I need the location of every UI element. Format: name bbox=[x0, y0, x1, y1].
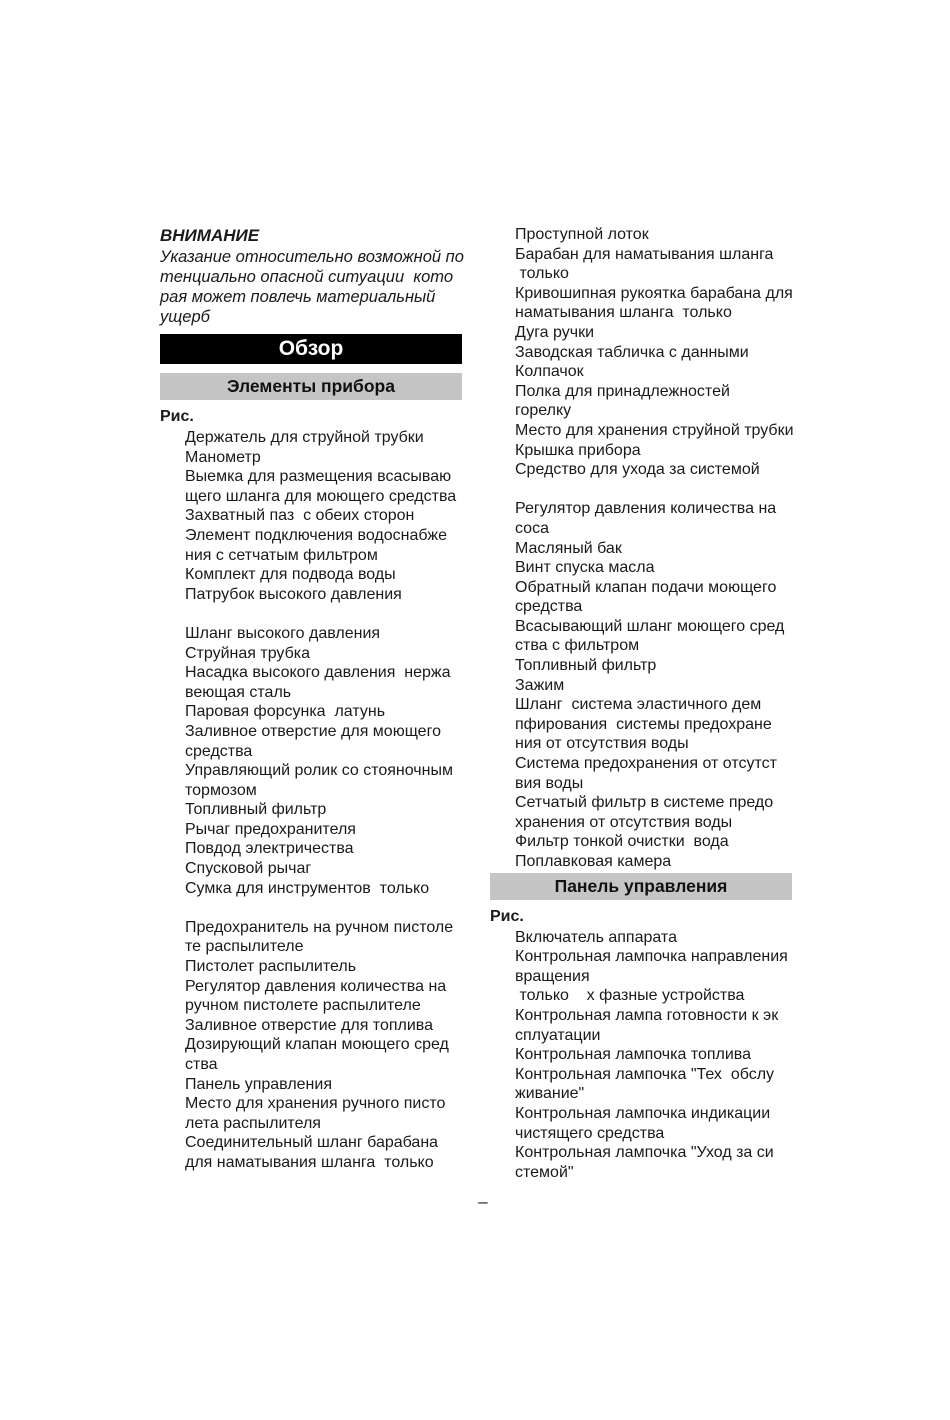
text-line: ства bbox=[185, 1056, 218, 1073]
text-line: Заводская табличка с данными bbox=[515, 343, 749, 361]
text-line: Пистолет распылитель bbox=[185, 958, 357, 976]
text-line bbox=[185, 604, 466, 624]
text-line: Сетчатый фильтр в системе предо bbox=[515, 794, 774, 812]
text-line: ния от отсутствия воды bbox=[515, 735, 689, 753]
text-line: Регулятор давления количества на bbox=[185, 977, 447, 995]
text-line: Сумка для инструментов только bbox=[185, 879, 430, 897]
text-line: ства с фильтром bbox=[515, 637, 640, 655]
text-line: Включатель аппарата bbox=[515, 928, 677, 946]
text-line: тормозом bbox=[185, 781, 257, 799]
text-line: живание" bbox=[515, 1085, 585, 1103]
right-column bbox=[490, 225, 796, 1182]
text-line: Поплавковая камера bbox=[515, 853, 672, 870]
text-line: ущерб bbox=[160, 308, 210, 326]
text-line: лета распылителя bbox=[185, 1114, 321, 1132]
figure-label-control-panel: Рис. bbox=[490, 907, 524, 925]
text-line: Масляный бак bbox=[515, 539, 622, 557]
page-footer-dash: – bbox=[478, 1192, 488, 1211]
text-line: Средство для ухода за системой bbox=[515, 461, 760, 479]
text-line: рая может повлечь материальный bbox=[160, 288, 436, 306]
text-line: пфирования системы предохране bbox=[515, 715, 772, 733]
text-line: стемой" bbox=[515, 1163, 574, 1181]
text-line: ручном пистолете распылителе bbox=[185, 997, 421, 1015]
text-line: Топливный фильтр bbox=[515, 657, 657, 675]
text-line bbox=[185, 898, 466, 918]
text-line: Контрольная лампочка "Тех обслу bbox=[515, 1065, 775, 1083]
subsection-header-control-panel: Панель управления bbox=[490, 873, 792, 900]
text-line: Предохранитель на ручном пистоле bbox=[185, 918, 454, 936]
text-line: Заливное отверстие для топлива bbox=[185, 1016, 433, 1034]
device-elements-list-right bbox=[490, 225, 796, 872]
text-line: Соединительный шланг барабана bbox=[185, 1134, 439, 1152]
text-line: Держатель для струйной трубки bbox=[185, 429, 424, 446]
text-line: тенциально опасной ситуации кото bbox=[160, 268, 454, 286]
text-line: Винт спуска масла bbox=[515, 559, 655, 577]
text-line: Панель управления bbox=[185, 1075, 332, 1093]
text-line: чистящего средства bbox=[515, 1124, 665, 1142]
text-line: Барабан для наматывания шланга bbox=[515, 245, 774, 263]
text-line: Шланг система эластичного дем bbox=[515, 696, 762, 714]
text-line: средства bbox=[515, 598, 583, 616]
text-line: веющая сталь bbox=[185, 683, 292, 701]
text-line: Шланг высокого давления bbox=[185, 624, 381, 642]
text-line bbox=[515, 480, 796, 500]
warning-title: ВНИМАНИЕ bbox=[160, 226, 260, 245]
text-line: вия воды bbox=[515, 774, 584, 792]
subsection-header-device-elements: Элементы прибора bbox=[160, 373, 462, 400]
text-line: Повдод электричества bbox=[185, 840, 354, 858]
text-line: Паровая форсунка латунь bbox=[185, 703, 386, 721]
text-line: Всасывающий шланг моющего сред bbox=[515, 617, 785, 635]
text-line: ния с сетчатым фильтром bbox=[185, 546, 378, 564]
text-line: только х фазные устройства bbox=[515, 987, 745, 1005]
text-line: Указание относительно возможной по bbox=[160, 248, 464, 266]
text-line: Обратный клапан подачи моющего bbox=[515, 578, 777, 596]
text-line: Дуга ручки bbox=[515, 323, 595, 341]
text-line: Выемка для размещения всасываю bbox=[185, 468, 452, 486]
text-line: те распылителе bbox=[185, 938, 304, 956]
text-line: Контрольная лампочка топлива bbox=[515, 1046, 752, 1064]
text-line: Контрольная лампочка направления bbox=[515, 948, 788, 966]
text-line: Контрольная лампочка "Уход за си bbox=[515, 1144, 774, 1162]
text-line: горелку bbox=[515, 402, 572, 420]
text-line: Полка для принадлежностей bbox=[515, 382, 730, 400]
text-line: Проступной лоток bbox=[515, 226, 649, 243]
text-line: сплуатации bbox=[515, 1026, 601, 1044]
text-line: щего шланга для моющего средства bbox=[185, 487, 457, 505]
control-panel-list bbox=[490, 928, 796, 1183]
text-line: Место для хранения ручного писто bbox=[185, 1095, 446, 1113]
left-column bbox=[160, 225, 466, 1173]
text-line: Топливный фильтр bbox=[185, 801, 327, 819]
text-line: Управляющий ролик со стояночным bbox=[185, 762, 453, 780]
text-line: Регулятор давления количества на bbox=[515, 500, 777, 518]
text-line: вращения bbox=[515, 967, 590, 985]
text-line: Контрольная лампа готовности к эк bbox=[515, 1006, 779, 1024]
text-line: только bbox=[515, 265, 569, 283]
text-line: средства bbox=[185, 742, 253, 760]
warning-body bbox=[160, 247, 466, 327]
text-line: Спусковой рычаг bbox=[185, 860, 312, 878]
text-line: Фильтр тонкой очистки вода bbox=[515, 833, 729, 851]
text-line: соса bbox=[515, 519, 549, 537]
text-line: Место для хранения струйной трубки bbox=[515, 421, 794, 439]
text-line: Насадка высокого давления нержа bbox=[185, 664, 451, 682]
text-line: Комплект для подвода воды bbox=[185, 566, 396, 584]
text-line: Струйная трубка bbox=[185, 644, 311, 662]
text-line: Патрубок высокого давления bbox=[185, 585, 402, 603]
figure-label-device-elements: Рис. bbox=[160, 408, 194, 425]
text-line: Колпачок bbox=[515, 363, 584, 381]
text-line: наматывания шланга только bbox=[515, 304, 732, 322]
text-line: Рычаг предохранителя bbox=[185, 820, 356, 838]
device-elements-list-left bbox=[160, 428, 466, 1173]
text-line: Захватный паз с обеих сторон bbox=[185, 507, 415, 525]
text-line: Крышка прибора bbox=[515, 441, 641, 459]
text-line: Заливное отверстие для моющего bbox=[185, 722, 441, 740]
text-line: хранения от отсутствия воды bbox=[515, 813, 733, 831]
text-line: Система предохранения от отсутст bbox=[515, 755, 777, 773]
text-line: Контрольная лампочка индикации bbox=[515, 1104, 771, 1122]
text-line: Кривошипная рукоятка барабана для bbox=[515, 284, 793, 302]
section-header-overview: Обзор bbox=[160, 334, 462, 364]
text-line: Зажим bbox=[515, 676, 565, 694]
text-line: Элемент подключения водоснабже bbox=[185, 526, 447, 544]
text-line: Дозирующий клапан моющего сред bbox=[185, 1036, 449, 1054]
text-line: для наматывания шланга только bbox=[185, 1153, 434, 1171]
text-line: Манометр bbox=[185, 448, 261, 466]
